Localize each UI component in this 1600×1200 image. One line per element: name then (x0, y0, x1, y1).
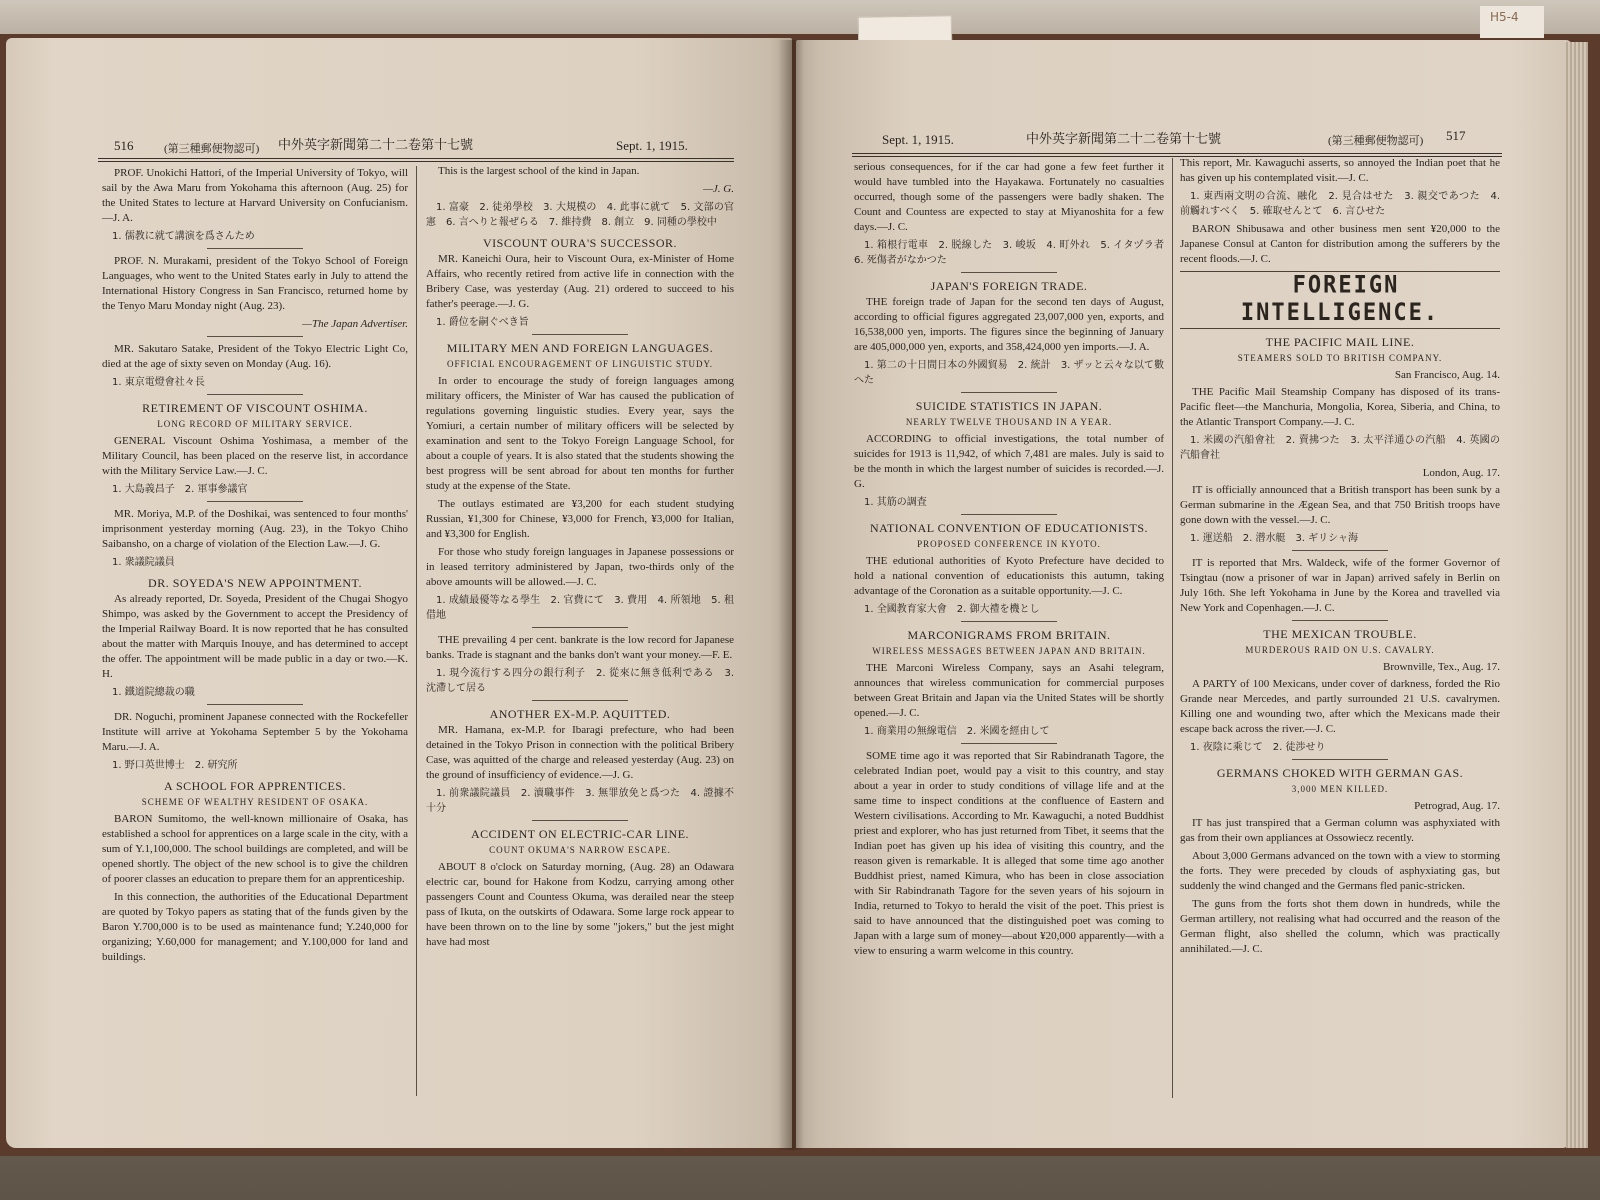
article-paragraph: MR. Kaneichi Oura, heir to Viscount Oura, ex-Minister of Home Affairs, who recently retired from active life in connection with the Bribery Case, was yesterday (Aug. 21) ordered to succeed to his father's peerage.—J. G. (426, 253, 734, 310)
article-paragraph: In this connection, the authorities of the Educational Department are quoted by Tokyo papers as stating that of the funds given by the Baron Y.700,000 is to be used as maintenance fund; Y.240,000 for organizing; Y.60,000 for management; and Y.100,000 for land and buildings. (102, 891, 408, 963)
article-paragraph: This is the largest school of the kind in Japan. (438, 165, 640, 177)
article-paragraph: THE Marconi Wireless Company, says an Asahi telegram, announces that wireless communication for commercial purposes between Great Britain and Japan via the United States will be shortly opened.—J. C. (854, 662, 1164, 719)
article-paragraph: THE foreign trade of Japan for the second ten days of August, according to official figures aggregated 23,007,000 yen, exports, and 16,538,000 yen, imports. The figures since the beginning of January are 405,000,000 yen, exports, and 358,424,000 yen imports.—J. A. (854, 296, 1164, 353)
article-subheadline: SCHEME OF WEALTHY RESIDENT OF OSAKA. (141, 797, 369, 807)
article-paragraph: ABOUT 8 o'clock on Saturday morning, (Aug. 28) an Odawara electric car, bound for Hakone from Kodzu, carrying among other passengers Count and Countess Okuma, was derailed near the steep pass of Ikuta, on the outskirts of Odawara. Some large rock appear to have been thrown on to the line by some "jokers," but the jest might have had most (426, 861, 734, 948)
article-subheadline: OFFICIAL ENCOURAGEMENT OF LINGUISTIC STUDY. (446, 359, 714, 369)
japanese-notes: 1. 現今流行する四分の銀行利子 2. 從來に無き低利である 3. 沈滯して居る (426, 668, 734, 694)
separator-rule (961, 621, 1057, 622)
article-paragraph: PROF. N. Murakami, president of the Tokyo School of Foreign Languages, who went to the United States early in July to attend the International History Congress in San Francisco, returned home by the Tenyo Maru Monday night (Aug. 23). (102, 255, 408, 312)
article-subheadline: PROPOSED CONFERENCE IN KYOTO. (917, 539, 1101, 549)
article-headline: A SCHOOL FOR APPRENTICES. (163, 779, 347, 793)
article-paragraph: As already reported, Dr. Soyeda, President of the Chugai Shogyo Shimpo, was asked by the Government to accept the Presidency of the Imperial Railway Board. It is now reported that he has consulted about the matter with Marquis Inouye, and has determined to accept the offer. The appointment will be made public in a day or two.—K. H. (102, 593, 408, 680)
article-headline: MARCONIGRAMS FROM BRITAIN. (907, 628, 1111, 642)
separator-rule (961, 392, 1057, 393)
article-subheadline: WIRELESS MESSAGES BETWEEN JAPAN AND BRITAIN. (872, 646, 1146, 656)
article-headline: ACCIDENT ON ELECTRIC-CAR LINE. (470, 827, 690, 841)
article-paragraph: MR. Sakutaro Satake, President of the Tokyo Electric Light Co, died at the age of sixty seven on Monday (Aug. 16). (102, 343, 408, 370)
article-paragraph: The guns from the forts shot them down in hundreds, while the German artillery, not realising what had occurred and the reason of the German flight, also shelled the column, which was practically annihilated.—J. C. (1180, 898, 1500, 955)
japanese-notes: 1. 儒教に就て講演を爲さんため (112, 231, 255, 242)
separator-rule (961, 514, 1057, 515)
japanese-notes: 1. 商業用の無線電信 2. 米國を經由して (864, 726, 1050, 737)
right-page (796, 40, 1572, 1148)
article-paragraph: IT is reported that Mrs. Waldeck, wife of the former Governor of Tsingtau (now a prisoner of war in Japan) arrived safely in Berlin on July 16th. She left Yokohama in June by the Korea and travelled via New York and Copenhagen.—J. C. (1180, 557, 1500, 614)
article-headline: NATIONAL CONVENTION OF EDUCATIONISTS. (869, 521, 1149, 535)
article-paragraph: About 3,000 Germans advanced on the town with a view to storming the forts. They were preceded by clouds of asphyxiating gas, but suddenly the wind changed and the Germans fled panic-stricken. (1180, 850, 1500, 892)
masthead-right: 中外英字新聞第二十二卷第十七號 (1026, 131, 1222, 146)
article-paragraph: ACCORDING to official investigations, the total number of suicides for 1913 is 11,942, of which 7,481 are males. July is said to be the month in which the largest number of suicides is recorded.—J. G. (854, 433, 1164, 490)
japanese-notes: 1. 米國の汽船會社 2. 賣拂つた 3. 太平洋通ひの汽船 4. 英國の汽船會社 (1180, 435, 1500, 461)
article-paragraph: In order to encourage the study of foreign languages among military officers, the Minister of War has caused the publication of regulations governing linguistic studies. Every year, says the Yomiuri, a certain number of military officers will be selected by examination and sent to the Tokyo Foreign Language School, for about a couple of years. It is also stated that the students showing the best progress will be sent abroad for about ten months for further study at the expense of the State. (426, 375, 734, 492)
source-credit: —J. G. (703, 183, 734, 195)
article-headline: MILITARY MEN AND FOREIGN LANGUAGES. (446, 341, 714, 355)
separator-rule (532, 700, 628, 701)
book-gutter (778, 40, 804, 1150)
article-subheadline: COUNT OKUMA'S NARROW ESCAPE. (489, 845, 671, 855)
dateline: Brownville, Tex., Aug. 17. (1383, 661, 1500, 673)
article-paragraph: BARON Sumitomo, the well-known millionaire of Osaka, has established a school for apprentices on a large scale in the city, with a sum of Y.1,100,000. The school buildings are completed, and will be opened shortly. The object of the new school is to give the children of poorer classes an education to prepare them for an apprenticeship. (102, 813, 408, 885)
left-column-1 (102, 166, 408, 968)
japanese-notes: 1. 東京電燈會社々長 (112, 377, 205, 388)
japanese-notes: 1. 東西兩文明の合流、融化 2. 見合はせた 3. 親交であつた 4. 前觸れすべく 5. 確取せんとて 6. 言ひせた (1180, 191, 1500, 217)
article-paragraph: A PARTY of 100 Mexicans, under cover of darkness, forded the Rio Grande near Mercedes, and partly surrounded 21 U.S. cavalrymen. Killing one and wounding two, after which the Mexicans made their escape back across the river.—J. C. (1180, 678, 1500, 735)
header-rule-left (98, 158, 734, 159)
article-subheadline: LONG RECORD OF MILITARY SERVICE. (157, 419, 353, 429)
japanese-notes: 1. 其筋の調査 (864, 497, 927, 508)
separator-rule (1292, 620, 1388, 621)
section-title: FOREIGN INTELLIGENCE. (1240, 271, 1440, 327)
source-credit: —The Japan Advertiser. (302, 318, 408, 330)
page-number-516: 516 (114, 138, 134, 153)
article-paragraph: THE edutional authorities of Kyoto Prefecture have decided to hold a national convention of educationists this autumn, taking advantage of the Coronation as a suitable opportunity.—J. C. (854, 555, 1164, 597)
left-page (6, 38, 792, 1148)
article-headline: GERMANS CHOKED WITH GERMAN GAS. (1216, 766, 1464, 780)
article-paragraph: For those who study foreign languages in Japanese possessions or in leased territory administered by Japan, two-thirds only of the above amounts will be allowed.—J. C. (426, 546, 734, 588)
article-paragraph: BARON Shibusawa and other business men sent ¥20,000 to the Japanese Consul at Canton for distribution among the sufferers by the recent floods.—J. C. (1180, 223, 1500, 265)
right-column-2 (1180, 156, 1500, 960)
separator-rule (532, 627, 628, 628)
separator-rule (532, 820, 628, 821)
article-paragraph: THE Pacific Mail Steamship Company has disposed of its trans-Pacific fleet—the Manchuria, Mongolia, Korea, Siberia, and China, to the Atlantic Transport Company.—J. C. (1180, 386, 1500, 428)
separator-rule (961, 272, 1057, 273)
article-subheadline: MURDEROUS RAID ON U.S. CAVALRY. (1245, 645, 1435, 655)
article-paragraph: THE prevailing 4 per cent. bankrate is the low record for Japanese banks. Trade is stagnant and the banks don't want your money.—F. E. (426, 634, 734, 661)
japanese-notes: 1. 箱根行電車 2. 脱線した 3. 峻坂 4. 町外れ 5. イタヅラ者 6. 死傷者がなかつた (854, 240, 1174, 266)
japanese-notes: 1. 前衆議院議員 2. 瀆職事件 3. 無罪放免と爲つた 4. 證據不十分 (426, 788, 734, 814)
separator-rule (207, 248, 303, 249)
article-paragraph: IT is officially announced that a British transport has been sunk by a German submarine in the Ægean Sea, and that 750 British troops have gone down with the vessel.—J. C. (1180, 484, 1500, 526)
dateline: San Francisco, Aug. 14. (1394, 369, 1500, 381)
japanese-notes: 1. 鐵道院總裁の職 (112, 687, 195, 698)
japanese-notes: 1. 運送船 2. 潜水艇 3. ギリシャ海 (1190, 533, 1358, 544)
postal-permit-right: (第三種郵便物認可) (1328, 135, 1424, 147)
article-paragraph: MR. Moriya, M.P. of the Doshikai, was sentenced to four months' imprisonment yesterday morning (Aug. 23), in the Tokyo Chiho Saibansho, on a charge of violation of the Election Law.—J. G. (102, 508, 408, 550)
japanese-notes: 1. 全國教育家大會 2. 御大禮を機とし (864, 604, 1040, 615)
page-number-517: 517 (1446, 128, 1466, 143)
section-rule (1180, 328, 1500, 329)
separator-rule (532, 334, 628, 335)
separator-rule (207, 501, 303, 502)
article-subheadline: NEARLY TWELVE THOUSAND IN A YEAR. (905, 417, 1113, 427)
column-divider-right (1172, 158, 1173, 1098)
separator-rule (207, 336, 303, 337)
article-headline: VISCOUNT OURA'S SUCCESSOR. (483, 236, 677, 250)
article-subheadline: STEAMERS SOLD TO BRITISH COMPANY. (1237, 353, 1443, 363)
japanese-notes: 1. 大島義昌子 2. 軍事參議官 (112, 484, 248, 495)
article-paragraph: GENERAL Viscount Oshima Yoshimasa, a member of the Military Council, has been placed on the reserve list, in accordance with the Military Service Law.—J. C. (102, 435, 408, 477)
article-paragraph: The outlays estimated are ¥3,200 for each student studying Russian, ¥1,300 for Chinese, ¥3,000 for French, ¥3,000 for Italian, and ¥3,300 for English. (426, 498, 734, 540)
article-paragraph: MR. Hamana, ex-M.P. for Ibaragi prefecture, who had been detained in the Tokyo Prison in connection with the political Bribery Case, was aquitted of the charge and released yesterday (Aug. 23) on the ground of insufficiency of evidence.—J. G. (426, 724, 734, 781)
article-headline: SUICIDE STATISTICS IN JAPAN. (915, 399, 1103, 413)
dateline: London, Aug. 17. (1422, 467, 1500, 479)
pencil-note: H5-4 (1490, 10, 1519, 24)
article-paragraph: DR. Noguchi, prominent Japanese connected with the Rockefeller Institute will arrive at Yokohama September 5 by the Yokohama Maru.—J. A. (102, 711, 408, 753)
article-paragraph: SOME time ago it was reported that Sir Rabindranath Tagore, the celebrated Indian poet, would pay a visit to this country, and stay about a year in order to study conditions of village life and at the same time to inspect conditions at the confluence of Eastern and Western civilisations. According to Mr. Kawaguchi, a noted Buddhist priest and explorer, who has just returned from Tibet, it seems that the Indian poet has given up his idea of visiting this country, and the reason given is remarkable. It is alleged that some time ago another Buddhist priest, named Kimura, who has been in close association with Sir Rabindranath Tagore for the seven years of his sojourn in India, returned to Tokyo to herald the visit of the poet. This priest is said to have announced that the distinguished poet was coming to Japan with a large sum of money—about ¥20,000 apparently—with a view to ensuring a warm welcome in this country. (854, 750, 1164, 957)
issue-date-left: Sept. 1, 1915. (616, 138, 688, 153)
article-paragraph: IT has just transpired that a German column was asphyxiated with gas from their own appliances at Ossowiecz recently. (1180, 817, 1500, 844)
left-column-2 (426, 164, 734, 953)
article-headline: RETIREMENT OF VISCOUNT OSHIMA. (142, 401, 368, 415)
japanese-notes: 1. 成績最優等なる學生 2. 官費にて 3. 費用 4. 所領地 5. 租借地 (426, 595, 734, 621)
separator-rule (1292, 759, 1388, 760)
article-paragraph: This report, Mr. Kawaguchi asserts, so annoyed the Indian poet that he has given up his contemplated visit.—J. C. (1180, 157, 1500, 184)
japanese-notes: 1. 野口英世博士 2. 研究所 (112, 760, 238, 771)
article-headline: ANOTHER EX-M.P. AQUITTED. (489, 707, 671, 721)
article-headline: DR. SOYEDA'S NEW APPOINTMENT. (148, 576, 362, 590)
right-column-1 (854, 160, 1174, 962)
japanese-notes: 1. 夜陰に乘じて 2. 徒渉せり (1190, 742, 1326, 753)
japanese-notes: 1. 衆議院議員 (112, 557, 175, 568)
article-paragraph: PROF. Unokichi Hattori, of the Imperial University of Tokyo, will sail by the Awa Maru from Yokohama this afternoon (Aug. 25) for the United States to lecture at Harvard University on Confucianism.—J. A. (102, 167, 408, 224)
article-paragraph: serious consequences, for if the car had gone a few feet further it would have tumbled into the Hayakawa. Fortunately no casualties occurred, though some of the passengers were badly shaken. The Count and Countess are expected to stay at Miyanoshita for a few days.—J. C. (854, 161, 1164, 233)
postal-permit-left: (第三種郵便物認可) (164, 143, 260, 155)
separator-rule (207, 394, 303, 395)
issue-date-right: Sept. 1, 1915. (882, 132, 954, 147)
article-headline: JAPAN'S FOREIGN TRADE. (930, 279, 1088, 293)
separator-rule (1292, 550, 1388, 551)
article-subheadline: 3,000 MEN KILLED. (1291, 784, 1389, 794)
header-rule-right (852, 153, 1502, 154)
japanese-notes: 1. 富豪 2. 徒弟學校 3. 大規模の 4. 此事に就て 5. 文部の官憲 6. 言へりと報ぜらる 7. 維持費 8. 創立 9. 同種の學校中 (426, 202, 734, 228)
header-rule-left-2 (98, 161, 734, 162)
dateline: Petrograd, Aug. 17. (1414, 800, 1500, 812)
article-headline: THE MEXICAN TROUBLE. (1263, 627, 1417, 641)
page-edges (1566, 42, 1588, 1148)
separator-rule (961, 743, 1057, 744)
column-divider-left (416, 166, 417, 1096)
masthead-left: 中外英字新聞第二十二卷第十七號 (278, 137, 474, 152)
article-headline: THE PACIFIC MAIL LINE. (1265, 335, 1415, 349)
japanese-notes: 1. 第二の十日間日本の外國貿易 2. 統計 3. ザッと云々な以て數へた (854, 360, 1164, 386)
separator-rule (207, 704, 303, 705)
japanese-notes: 1. 爵位を嗣ぐべき旨 (436, 317, 529, 328)
